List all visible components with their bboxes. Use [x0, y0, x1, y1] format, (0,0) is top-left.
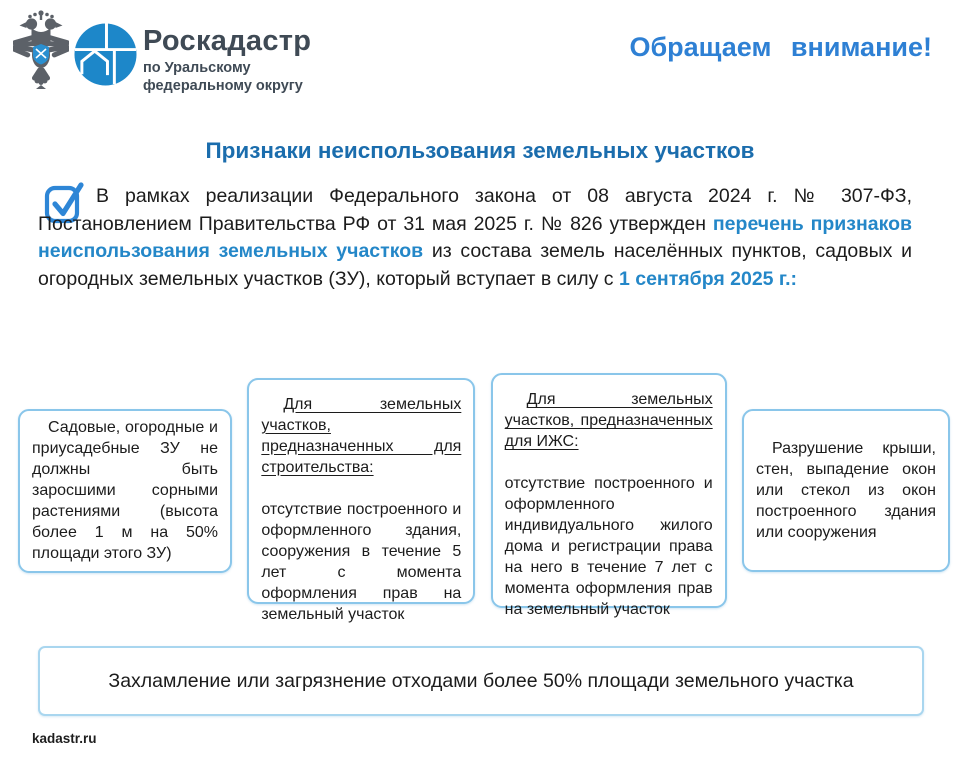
- intro-highlight-perechen: перечень признаков неиспользования земельных участков: [38, 212, 912, 263]
- double-headed-eagle-icon: [13, 10, 69, 99]
- card-body: Садовые, огородные и приусадебные ЗУ не должны быть заросшими сорными растениями (высота более 1 м на 50% площади этого ЗУ): [32, 419, 218, 562]
- intro-paragraph: [38, 183, 912, 293]
- logo-subtitle-line1: по Уральскому: [143, 60, 251, 76]
- intro-text-1: В рамках реализации Федерального закона от 08 августа 2024 г. № 307-ФЗ, Постановлением Правительства РФ от 31 мая 2025 г. № 826 утвержден: [38, 185, 912, 235]
- card-construction-plots: [247, 378, 475, 623]
- attention-heading: Обращаем внимание!: [629, 32, 932, 62]
- page-title: Признаки неиспользования земельных участков: [205, 138, 755, 163]
- bottom-banner-text: Захламление или загрязнение отходами более 50% площади земельного участка: [108, 669, 854, 692]
- intro-highlight-date: 1 сентября 2025 г.:: [618, 267, 798, 290]
- intro-text-2: из состава земель населённых пунктов, садовых и огородных земельных участков (ЗУ), который вступает в силу с: [38, 240, 912, 290]
- bottom-banner: [38, 646, 924, 716]
- logo-subtitle-line2: федеральному округу: [143, 77, 303, 94]
- card-body: Разрушение крыши, стен, выпадение окон или стекол из окон построенного здания или сооружения: [755, 440, 936, 541]
- logo-subtitle: [143, 60, 311, 95]
- logo-title: Роскадастр: [143, 25, 312, 57]
- card-body: отсутствие построенного и оформленного здания, сооружения в течение 5 лет с момента оформления прав на земельный участок: [261, 500, 462, 623]
- site-url: kadastr.ru: [32, 731, 97, 746]
- card-garden-plots: [18, 409, 232, 573]
- card-izhs-plots: [491, 373, 727, 618]
- roskadastr-logo-icon: [74, 23, 137, 91]
- card-body: отсутствие построенного и оформленного индивидуального жилого дома и регистрации права на него в течение 7 лет с момента оформления прав на земельный участок: [504, 475, 713, 618]
- card-heading: Для земельных участков, предназначенных для строительства:: [261, 395, 462, 476]
- logo-text-block: [143, 25, 311, 95]
- card-destroyed-building: [742, 409, 950, 572]
- cards-row: [18, 373, 950, 623]
- card-heading: Для земельных участков, предназначенных для ИЖС:: [504, 391, 713, 450]
